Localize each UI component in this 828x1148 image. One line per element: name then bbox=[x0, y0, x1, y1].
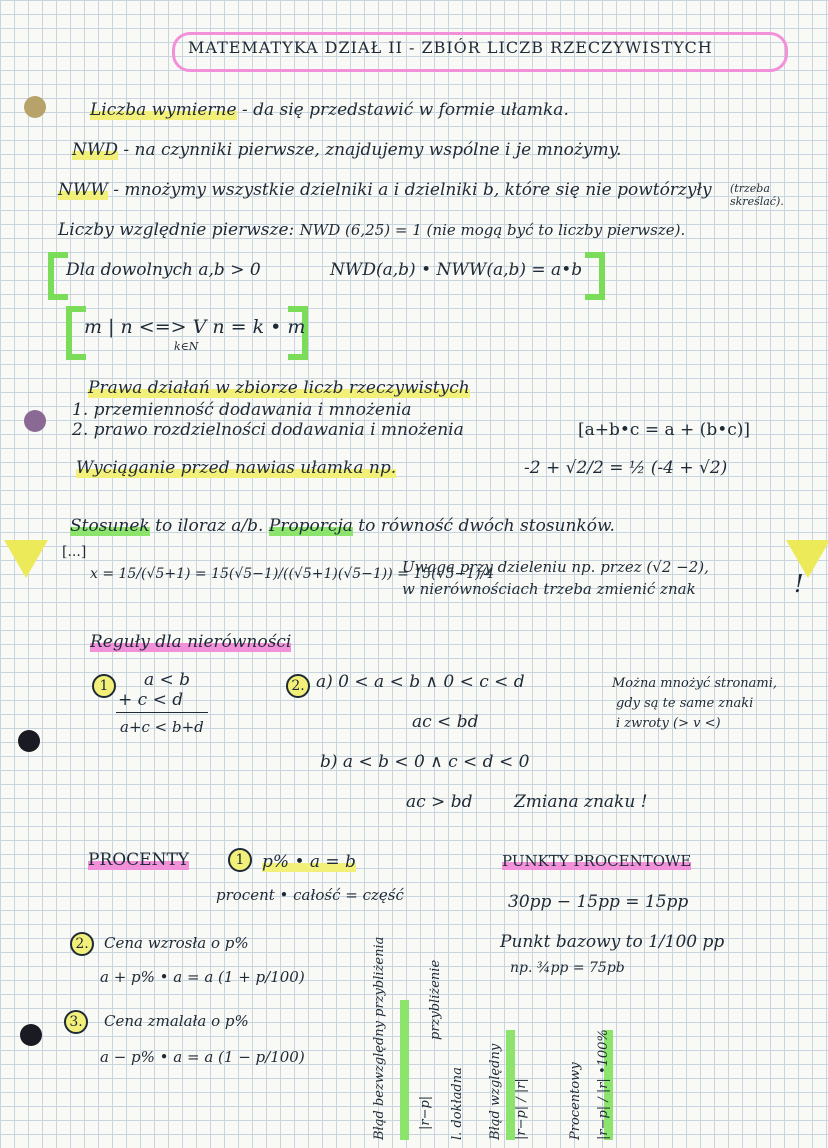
formula: [a+b•c = a + (b•c)] bbox=[578, 420, 751, 440]
formula: + c < d bbox=[118, 690, 184, 710]
term: Stosunek bbox=[70, 516, 150, 536]
formula: a + p% • a = a (1 + p/100) bbox=[100, 968, 305, 986]
text: - mnożymy wszystkie dzielniki a i dzielniki b, które się nie powtórzyły bbox=[113, 180, 712, 200]
def-wymierne bbox=[90, 100, 569, 120]
warning-triangle bbox=[4, 540, 48, 578]
def-wzglednie bbox=[58, 220, 685, 240]
text: Cena zmalała o p% bbox=[104, 1012, 249, 1030]
def-nww bbox=[58, 180, 712, 200]
bracket bbox=[48, 252, 68, 300]
formula: a − p% • a = a (1 − p/100) bbox=[100, 1048, 305, 1066]
formula: x = 15/(√5+1) = 15(√5−1)/((√5+1)(√5−1)) = 15(√5−1)/4 bbox=[90, 566, 495, 582]
note: (trzeba skreślać). bbox=[730, 182, 784, 208]
rule-1 bbox=[92, 674, 116, 698]
formula: |r−p| / |r| •100% bbox=[596, 1029, 611, 1140]
text: Dla dowolnych a,b > 0 bbox=[66, 260, 261, 280]
note: i zwroty (> v <) bbox=[616, 716, 721, 731]
note: Zmiana znaku ! bbox=[514, 792, 648, 812]
binder-hole bbox=[24, 410, 46, 432]
divider bbox=[116, 712, 208, 713]
formula: ac < bd bbox=[412, 712, 479, 732]
formula: 30pp − 15pp = 15pp bbox=[508, 892, 689, 912]
section-heading: Prawa działań w zbiorze liczb rzeczywistych bbox=[88, 378, 470, 398]
text: - na czynniki pierwsze, znajdujemy wspólne i je mnożymy. bbox=[123, 140, 622, 160]
number-badge: 2. bbox=[286, 674, 310, 698]
term-nww: NWW bbox=[58, 180, 108, 200]
ratio-line bbox=[70, 516, 615, 536]
text: Wyciąganie przed nawias ułamka np. bbox=[76, 458, 397, 478]
page-title-text: MATEMATYKA DZIAŁ II - ZBIÓR LICZB RZECZYWISTYCH bbox=[188, 38, 713, 57]
note: gdy są te same znaki bbox=[616, 696, 754, 711]
formula-sub: k∈N bbox=[174, 340, 199, 353]
formula: |r−p| / |r| bbox=[514, 1078, 529, 1140]
section-heading: Reguły dla nierówności bbox=[90, 632, 292, 652]
term-nwd: NWD bbox=[72, 140, 118, 160]
vertical-label: Błąd bezwzględny przybliżenia bbox=[372, 936, 387, 1140]
text: to iloraz a/b. bbox=[155, 516, 264, 536]
section-heading: PUNKTY PROCENTOWE bbox=[502, 852, 692, 870]
bracket bbox=[66, 306, 86, 360]
text: np. ¾pp = 75pb bbox=[510, 960, 625, 976]
def-nwd bbox=[72, 140, 621, 160]
binder-hole bbox=[20, 1024, 42, 1046]
warning-triangle bbox=[786, 540, 828, 578]
term-wymierne: Liczba wymierne bbox=[90, 100, 237, 120]
text: NWD (6,25) = 1 (nie mogą być to liczby pierwsze). bbox=[299, 221, 686, 239]
term: Proporcja bbox=[268, 516, 353, 536]
number-badge: 1 bbox=[92, 674, 116, 698]
exclamation-icon: ! bbox=[794, 570, 804, 598]
list-item: 2. prawo rozdzielności dodawania i mnożenia bbox=[72, 420, 464, 440]
vertical-label: Procentowy bbox=[568, 1062, 583, 1140]
text: to równość dwóch stosunków. bbox=[358, 516, 615, 536]
formula: p% • a = b bbox=[262, 852, 356, 872]
formula: b) a < b < 0 ∧ c < d < 0 bbox=[320, 752, 530, 772]
formula: NWD(a,b) • NWW(a,b) = a•b bbox=[330, 260, 583, 280]
formula-sub: procent • całość = część bbox=[216, 886, 404, 904]
rule-2 bbox=[286, 674, 310, 698]
formula: m | n <=> V n = k • m bbox=[84, 316, 306, 338]
number-badge: 3. bbox=[64, 1010, 88, 1034]
text: [...] bbox=[62, 544, 87, 560]
text: Cena wzrosła o p% bbox=[104, 934, 249, 952]
text: - da się przedstawić w formie ułamka. bbox=[241, 100, 569, 120]
formula: |r−p| bbox=[418, 1095, 433, 1130]
text: Punkt bazowy to 1/100 pp bbox=[500, 932, 725, 952]
binder-hole bbox=[24, 96, 46, 118]
formula: ac > bd bbox=[406, 792, 473, 812]
bracket bbox=[585, 252, 605, 300]
note: w nierównościach trzeba zmienić znak bbox=[402, 580, 696, 598]
binder-hole bbox=[18, 730, 40, 752]
highlight bbox=[400, 1000, 409, 1140]
note: Można mnożyć stronami, bbox=[612, 676, 778, 691]
formula: a < b bbox=[144, 670, 191, 690]
section-heading: PROCENTY bbox=[88, 850, 190, 870]
term: Liczby względnie pierwsze: bbox=[58, 220, 295, 240]
formula: a+c < b+d bbox=[120, 718, 204, 736]
vertical-label: Błąd względny bbox=[488, 1043, 503, 1140]
vertical-label: przybliżenie bbox=[428, 959, 443, 1040]
number-badge: 1 bbox=[228, 848, 252, 872]
vertical-label: l. dokładna bbox=[450, 1067, 465, 1140]
note: Uwaga przy dzieleniu np. przez (√2 −2), bbox=[402, 558, 709, 576]
formula: -2 + √2/2 = ½ (-4 + √2) bbox=[524, 458, 728, 478]
list-item: 1. przemienność dodawania i mnożenia bbox=[72, 400, 412, 420]
number-badge: 2. bbox=[70, 932, 94, 956]
formula: a) 0 < a < b ∧ 0 < c < d bbox=[316, 672, 525, 692]
